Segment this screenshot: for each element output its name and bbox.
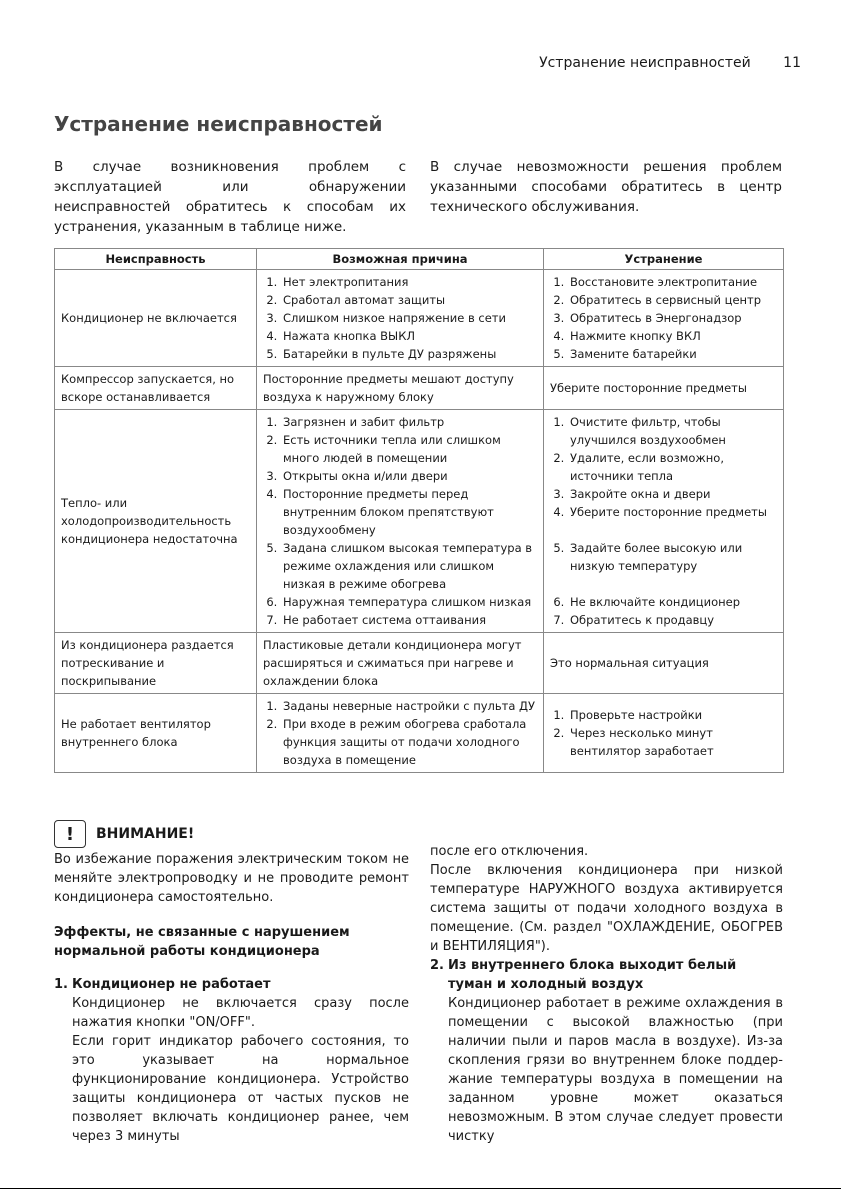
- effect-2-number: 2.: [430, 958, 444, 973]
- fix-item: 5. Замените батарейки: [568, 345, 777, 363]
- header-problem: Неисправность: [55, 249, 257, 270]
- effect-1-para-2: Если горит индикатор рабочего состояния, то это указывает на нормальное функционирование кондиционера. Устройство защиты кондиционера от частых пусков не позволяет включать кондиционер ранее, чем через 3 минуты: [72, 1034, 409, 1144]
- warning-icon: !: [54, 820, 86, 848]
- table-row: [55, 367, 784, 410]
- intro-left: В случае возникновения проблем с эксплуатацией или обнаружении неисправностей обратитесь к способам их устранения, указанным в таблице ниже.: [54, 159, 406, 235]
- running-header: [539, 55, 801, 71]
- table-row: [55, 633, 784, 694]
- problem-cell: Компрессор запускается, но вскоре останавливается: [55, 367, 257, 410]
- effect-2-title-text: Из внутреннего блока выходит белый туман и холодный воздух: [448, 958, 737, 992]
- fix-item: 3. Закройте окна и двери: [568, 485, 777, 503]
- effect-1-title: [54, 975, 409, 994]
- cause-item: 6. Наружная температура слишком низкая: [281, 593, 537, 611]
- fix-item: 1. Восстановите электропитание: [568, 273, 777, 291]
- fix-cell: Это нормальная ситуация: [544, 633, 784, 694]
- table-row: [55, 270, 784, 367]
- effect-2-title: [430, 956, 783, 994]
- effects-left-column: [54, 975, 409, 1146]
- header-fix: Устранение: [544, 249, 784, 270]
- warning-block: [54, 820, 409, 961]
- header-cause: Возможная причина: [257, 249, 544, 270]
- fix-item: 5. Задайте более высокую или низкую температуру: [568, 539, 777, 575]
- troubleshooting-table: [54, 248, 784, 773]
- fix-item: 1. Очистите фильтр, чтобы улучшился воздухообмен: [568, 413, 777, 449]
- table-row: [55, 694, 784, 773]
- cause-item: 4. Посторонние предметы перед внутренним блоком препятствуют воздухообмену: [281, 485, 537, 539]
- cause-item: 7. Не работает система оттаивания: [281, 611, 537, 629]
- fix-cell: [544, 694, 784, 773]
- effect-1-para-1: Кондиционер не включается сразу после нажатия кнопки "ON/OFF".: [72, 996, 409, 1030]
- effect-1-para-3: После включения кондиционера при низкой температуре НАРУЖНОГО воздуха активируется система защиты от подачи холодного воздуха в помещение. (См. раздел "ОХЛАЖДЕНИЕ, ОБОГРЕВ и ВЕНТИЛЯЦИЯ").: [430, 863, 783, 954]
- cause-cell: [257, 410, 544, 633]
- cause-item: 1. Загрязнен и забит фильтр: [281, 413, 537, 431]
- effect-2-body: [430, 994, 783, 1146]
- header-section: Устранение неисправностей: [539, 55, 751, 71]
- effect-2-para-1: Кондиционер работает в режиме охлаждения в помещении с высокой влажностью (при наличии пыли и паров масла в воздухе). Из-за скопления грязи во внутреннем блоке поддер-жание температуры воздуха в помещении на заданном уровне может оказаться невозможным. В этом случае следует провести чистку: [448, 996, 783, 1144]
- fix-cell: [544, 410, 784, 633]
- cause-cell: [257, 270, 544, 367]
- fix-item: 7. Обратитесь к продавцу: [568, 611, 777, 629]
- effect-1-body: [54, 994, 409, 1146]
- cause-item: 4. Нажата кнопка ВЫКЛ: [281, 327, 537, 345]
- table-header-row: [55, 249, 784, 270]
- fix-item: 1. Проверьте настройки: [568, 706, 777, 724]
- fix-item: 6. Не включайте кондиционер: [568, 593, 777, 611]
- warning-text: Во избежание поражения электрическим током не меняйте электропроводку и не проводите ремонт кондиционера самостоятельно.: [54, 852, 409, 905]
- effect-1-number: 1.: [54, 977, 68, 992]
- fix-item: 3. Обратитесь в Энергонадзор: [568, 309, 777, 327]
- footer-rule: [0, 1188, 841, 1189]
- cause-item: 2. Сработал автомат защиты: [281, 291, 537, 309]
- cause-item: 1. Нет электропитания: [281, 273, 537, 291]
- effect-1-title-text: Кондиционер не работает: [72, 977, 271, 992]
- page-number: 11: [783, 55, 801, 71]
- fix-cell: [544, 270, 784, 367]
- cause-item: 3. Открыты окна и/или двери: [281, 467, 537, 485]
- cause-item: 2. Есть источники тепла или слишком много людей в помещении: [281, 431, 537, 467]
- problem-cell: Из кондиционера раздается потрескивание и поскрипывание: [55, 633, 257, 694]
- effect-1-para-2-continued: после его отключения.: [430, 844, 589, 859]
- page-title: Устранение неисправностей: [54, 112, 383, 136]
- cause-item: 3. Слишком низкое напряжение в сети: [281, 309, 537, 327]
- cause-cell: Пластиковые детали кондиционера могут расширяться и сжиматься при нагреве и охлаждении блока: [257, 633, 544, 694]
- cause-cell: Посторонние предметы мешают доступу воздуха к наружному блоку: [257, 367, 544, 410]
- problem-cell: Кондиционер не включается: [55, 270, 257, 367]
- fix-item: 4. Уберите посторонние предметы: [568, 503, 777, 521]
- fix-item: 2. Удалите, если возможно, источники тепла: [568, 449, 777, 485]
- effects-title: Эффекты, не связанные с нарушением нормальной работы кондиционера: [54, 925, 350, 959]
- cause-item: 2. При входе в режим обогрева сработала функция защиты от подачи холодного воздуха в помещение: [281, 715, 537, 769]
- fix-item: 2. Через несколько минут вентилятор заработает: [568, 724, 777, 760]
- fix-cell: Уберите посторонние предметы: [544, 367, 784, 410]
- cause-item: 5. Задана слишком высокая температура в режиме охлаждения или слишком низкая в режиме обогрева: [281, 539, 537, 593]
- cause-item: 5. Батарейки в пульте ДУ разряжены: [281, 345, 537, 363]
- warning-heading: [54, 820, 409, 848]
- effects-right-column: [430, 842, 783, 1146]
- fix-item: 4. Нажмите кнопку ВКЛ: [568, 327, 777, 345]
- fix-item: 2. Обратитесь в сервисный центр: [568, 291, 777, 309]
- warning-title: ВНИМАНИЕ!: [96, 825, 195, 842]
- intro-right: В случае невозможности решения проблем указанными способами обратитесь в центр технического обслуживания.: [430, 159, 782, 215]
- problem-cell: Тепло- или холодопроизводительность кондиционера недостаточна: [55, 410, 257, 633]
- cause-item: 1. Заданы неверные настройки с пульта ДУ: [281, 697, 537, 715]
- table-row: [55, 410, 784, 633]
- cause-cell: [257, 694, 544, 773]
- problem-cell: Не работает вентилятор внутреннего блока: [55, 694, 257, 773]
